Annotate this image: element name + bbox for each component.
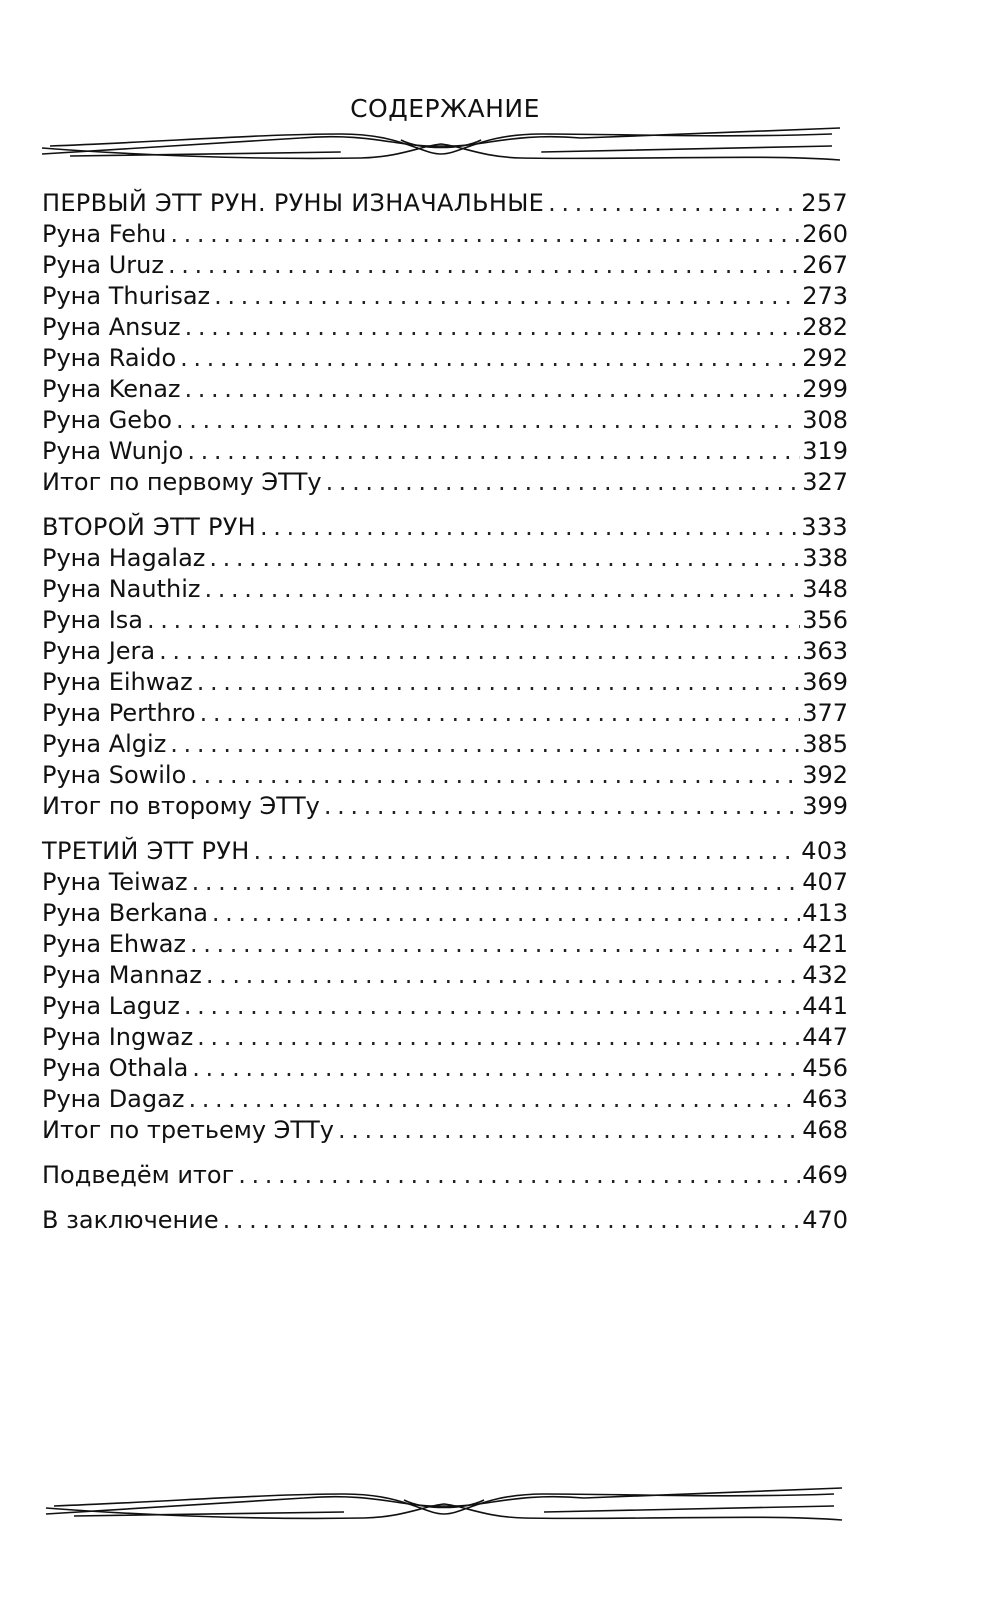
toc-entry-label: Руна Perthro bbox=[42, 699, 196, 727]
dot-leader bbox=[147, 605, 800, 636]
ornament-swash-icon bbox=[40, 124, 842, 168]
dot-leader bbox=[326, 467, 801, 498]
toc-page-number: 441 bbox=[802, 992, 848, 1020]
toc-entry-label: Руна Fehu bbox=[42, 220, 167, 248]
toc-section-heading bbox=[42, 836, 848, 867]
toc-page-number: 273 bbox=[802, 282, 848, 310]
toc-page-number: 470 bbox=[802, 1206, 848, 1234]
toc-entry bbox=[42, 698, 848, 729]
toc-entry bbox=[42, 1205, 848, 1236]
dot-leader bbox=[159, 636, 800, 667]
dot-leader bbox=[260, 512, 799, 543]
dot-leader bbox=[214, 281, 800, 312]
toc-entry-label: Руна Berkana bbox=[42, 899, 208, 927]
toc-page-number: 385 bbox=[802, 730, 848, 758]
toc-entry bbox=[42, 867, 848, 898]
toc-page-number: 468 bbox=[802, 1116, 848, 1144]
toc-entry bbox=[42, 667, 848, 698]
toc-page-number: 363 bbox=[802, 637, 848, 665]
toc-entry bbox=[42, 929, 848, 960]
toc-entry bbox=[42, 898, 848, 929]
toc-page-number: 403 bbox=[801, 837, 848, 865]
table-of-contents bbox=[42, 188, 848, 1236]
toc-page-number: 292 bbox=[802, 344, 848, 372]
toc-entry-label: Подведём итог bbox=[42, 1161, 235, 1189]
dot-leader bbox=[197, 1022, 800, 1053]
toc-page-number: 308 bbox=[802, 406, 848, 434]
toc-page-number: 377 bbox=[802, 699, 848, 727]
ornament-swash-icon bbox=[44, 1484, 844, 1528]
toc-page-number: 469 bbox=[802, 1161, 848, 1189]
toc-entry bbox=[42, 760, 848, 791]
dot-leader bbox=[188, 1084, 800, 1115]
dot-leader bbox=[190, 929, 800, 960]
toc-entry-label: Руна Nauthiz bbox=[42, 575, 201, 603]
toc-entry-label: Руна Ehwaz bbox=[42, 930, 187, 958]
toc-page-number: 407 bbox=[802, 868, 848, 896]
dot-leader bbox=[223, 1205, 801, 1236]
toc-section bbox=[42, 512, 848, 822]
dot-leader bbox=[170, 219, 800, 250]
toc-entry bbox=[42, 343, 848, 374]
toc-entry bbox=[42, 1084, 848, 1115]
dot-leader bbox=[324, 791, 800, 822]
toc-entry bbox=[42, 729, 848, 760]
toc-entry-label: Руна Kenaz bbox=[42, 375, 181, 403]
toc-entry-label: Руна Teiwaz bbox=[42, 868, 188, 896]
toc-entry bbox=[42, 219, 848, 250]
dot-leader bbox=[197, 667, 801, 698]
dot-leader bbox=[176, 405, 800, 436]
toc-entry-label: Руна Wunjo bbox=[42, 437, 184, 465]
dot-leader bbox=[192, 1053, 800, 1084]
dot-leader bbox=[209, 543, 800, 574]
toc-page-number: 267 bbox=[802, 251, 848, 279]
dot-leader bbox=[212, 898, 800, 929]
page-title: СОДЕРЖАНИЕ bbox=[350, 94, 540, 123]
toc-entry bbox=[42, 281, 848, 312]
toc-entry bbox=[42, 543, 848, 574]
toc-entry-label: ВТОРОЙ ЭТТ РУН bbox=[42, 513, 257, 541]
toc-entry bbox=[42, 960, 848, 991]
toc-page-number: 432 bbox=[802, 961, 848, 989]
dot-leader bbox=[238, 1160, 800, 1191]
toc-entry-label: Итог по первому ЭТТу bbox=[42, 468, 322, 496]
toc-entry bbox=[42, 1160, 848, 1191]
toc-entry-label: Руна Ingwaz bbox=[42, 1023, 194, 1051]
toc-entry bbox=[42, 405, 848, 436]
toc-entry-label: Руна Algiz bbox=[42, 730, 167, 758]
toc-entry bbox=[42, 312, 848, 343]
toc-page-number: 399 bbox=[802, 792, 848, 820]
toc-entry-label: Руна Mannaz bbox=[42, 961, 202, 989]
toc-entry-label: Итог по второму ЭТТу bbox=[42, 792, 320, 820]
toc-entry-label: Руна Jera bbox=[42, 637, 156, 665]
toc-page-number: 282 bbox=[802, 313, 848, 341]
toc-page-number: 338 bbox=[802, 544, 848, 572]
dot-leader bbox=[192, 867, 801, 898]
toc-entry bbox=[42, 467, 848, 498]
dot-leader bbox=[187, 436, 800, 467]
toc-entry-label: Руна Ansuz bbox=[42, 313, 181, 341]
dot-leader bbox=[170, 729, 800, 760]
toc-entry bbox=[42, 574, 848, 605]
toc-page-number: 463 bbox=[802, 1085, 848, 1113]
top-ornament-divider bbox=[40, 124, 842, 168]
toc-page-number: 413 bbox=[802, 899, 848, 927]
toc-page-number: 369 bbox=[802, 668, 848, 696]
dot-leader bbox=[185, 374, 801, 405]
dot-leader bbox=[200, 698, 801, 729]
toc-page-number: 456 bbox=[802, 1054, 848, 1082]
toc-page-number: 319 bbox=[802, 437, 848, 465]
toc-page-number: 260 bbox=[802, 220, 848, 248]
toc-entry bbox=[42, 250, 848, 281]
dot-leader bbox=[338, 1115, 800, 1146]
bottom-ornament-divider bbox=[44, 1484, 844, 1528]
toc-entry bbox=[42, 605, 848, 636]
toc-entry-label: Руна Gebo bbox=[42, 406, 172, 434]
toc-entry-label: В заключение bbox=[42, 1206, 219, 1234]
toc-entry-label: Руна Dagaz bbox=[42, 1085, 185, 1113]
toc-entry bbox=[42, 374, 848, 405]
toc-section-heading bbox=[42, 188, 848, 219]
toc-entry bbox=[42, 1115, 848, 1146]
toc-page-number: 333 bbox=[801, 513, 848, 541]
toc-entry-label: Руна Eihwaz bbox=[42, 668, 193, 696]
toc-entry-label: Руна Hagalaz bbox=[42, 544, 206, 572]
dot-leader bbox=[185, 312, 801, 343]
dot-leader bbox=[184, 991, 800, 1022]
toc-page-number: 392 bbox=[802, 761, 848, 789]
toc-entry-label: Руна Isa bbox=[42, 606, 143, 634]
toc-entry-label: Итог по третьему ЭТТу bbox=[42, 1116, 334, 1144]
dot-leader bbox=[168, 250, 800, 281]
toc-page-number: 348 bbox=[802, 575, 848, 603]
toc-entry bbox=[42, 791, 848, 822]
toc-entry bbox=[42, 1053, 848, 1084]
toc-entry-label: Руна Raido bbox=[42, 344, 177, 372]
toc-page-number: 421 bbox=[802, 930, 848, 958]
toc-page-number: 257 bbox=[801, 189, 848, 217]
toc-section bbox=[42, 1205, 848, 1236]
toc-entry-label: Руна Othala bbox=[42, 1054, 189, 1082]
toc-page-number: 327 bbox=[802, 468, 848, 496]
toc-entry-label: Руна Uruz bbox=[42, 251, 164, 279]
toc-section bbox=[42, 188, 848, 498]
dot-leader bbox=[548, 188, 799, 219]
toc-section-heading bbox=[42, 512, 848, 543]
toc-page-number: 299 bbox=[802, 375, 848, 403]
toc-entry bbox=[42, 1022, 848, 1053]
toc-entry-label: ТРЕТИЙ ЭТТ РУН bbox=[42, 837, 250, 865]
toc-entry bbox=[42, 436, 848, 467]
toc-entry bbox=[42, 991, 848, 1022]
toc-entry-label: Руна Thurisaz bbox=[42, 282, 211, 310]
toc-page-number: 356 bbox=[802, 606, 848, 634]
toc-page-number: 447 bbox=[802, 1023, 848, 1051]
dot-leader bbox=[204, 574, 800, 605]
toc-entry bbox=[42, 636, 848, 667]
toc-entry-label: Руна Sowilo bbox=[42, 761, 187, 789]
dot-leader bbox=[206, 960, 800, 991]
toc-entry-label: Руна Laguz bbox=[42, 992, 180, 1020]
dot-leader bbox=[254, 836, 800, 867]
toc-section bbox=[42, 836, 848, 1146]
toc-section bbox=[42, 1160, 848, 1191]
toc-entry-label: ПЕРВЫЙ ЭТТ РУН. РУНЫ ИЗНАЧАЛЬНЫЕ bbox=[42, 189, 545, 217]
dot-leader bbox=[180, 343, 800, 374]
dot-leader bbox=[190, 760, 800, 791]
